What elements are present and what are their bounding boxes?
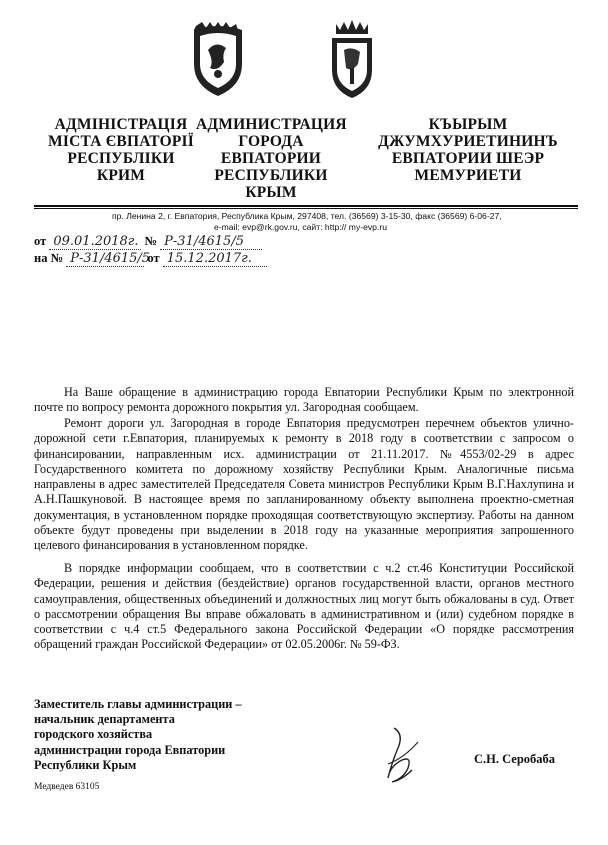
incoming-reference xyxy=(34,251,267,267)
body-paragraph xyxy=(34,385,574,416)
org-name-russian xyxy=(196,116,346,201)
outgoing-number: Р-31/4615/5 xyxy=(160,234,262,250)
org-ua-line: КРИМ xyxy=(96,167,146,184)
org-ua-line: АДМІНІСТРАЦІЯ xyxy=(54,116,188,133)
signer-title-line: начальник департамента xyxy=(34,712,175,727)
address-line: пр. Ленина 2, г. Евпатория, Республика Крым, 297408, тел. (36569) 3-15-30, факс (36569) 6-06-27, xyxy=(112,211,502,221)
signer-title-line: Республики Крым xyxy=(34,757,137,772)
org-ru-line: ЕВПАТОРИИ xyxy=(220,150,322,167)
reply-date: 15.12.2017г. xyxy=(163,251,267,267)
org-ru-line: РЕСПУБЛИКИ xyxy=(214,167,328,184)
body-paragraph xyxy=(34,561,574,653)
reply-label: на № xyxy=(34,251,64,265)
outgoing-reference xyxy=(34,234,262,250)
header-divider-thin xyxy=(34,208,578,209)
org-crh-line: ДЖУМХУРИЕТИНИНЪ xyxy=(378,133,558,150)
header-divider xyxy=(34,205,578,207)
org-name-crimean-tatar xyxy=(358,116,578,184)
reply-from-label: от xyxy=(147,251,160,265)
org-ru-line: ГОРОДА xyxy=(238,133,304,150)
handwritten-signature xyxy=(372,724,432,793)
paragraph-text: Ремонт дороги ул. Загородная в городе Евпатория предусмотрен перечнем объектов улично-дорожной сети г.Евпатория, планируемых к ремонту в 2018 году в соответствии с запросом о финансировании, направленным исх. администрации от 21.11.2017. №4553/02-29 в адрес Государственного комитета по дорожному хозяйству Республики Крым. Аналогичные письма направлены в адрес заместителей Председателя Совета министров Республики Крым В.Г.Нахлупина и А.Н.Пашкуновой. В настоящее время по запланированному объекту выполнена проектно-сметная документация, в установленном порядке проходящая соответствующую экспертизу. Работы на данном объекте будут проведены при выделении в 2018 году на указанные мероприятия запрошенного целевого финансирования в установленном порядке. xyxy=(34,416,574,553)
executor-note: Медведев 63105 xyxy=(34,782,100,792)
org-ru-line: АДМИНИСТРАЦИЯ xyxy=(196,116,347,133)
org-crh-line: МЕМУРИЕТИ xyxy=(414,167,522,184)
signer-title-line: городского хозяйства xyxy=(34,727,153,742)
signer-title-line: администрации города Евпатории xyxy=(34,742,226,757)
evpatoria-coat-of-arms-icon xyxy=(326,20,378,105)
org-ua-line: МІСТА ЄВПАТОРІЇ xyxy=(48,133,194,150)
contact-line: e-mail: evp@rk.gov.ru, сайт: http:// my-evp.ru xyxy=(214,222,387,232)
from-label: от xyxy=(34,234,47,248)
paragraph-text: На Ваше обращение в администрацию города Евпатории Республики Крым по электронной почте по вопросу ремонта дорожного покрытия ул. Загородная сообщаем. xyxy=(34,385,574,415)
paragraph-text: В порядке информации сообщаем, что в соответствии с ч.2 ст.46 Конституции Российской Федерации, решения и действия (бездействие) органов государственной власти, органов местного самоуправления, общественных объединений и должностных лиц могут быть обжалованы в суд. Ответ о рассмотрении обращения Вы вправе обжаловать в административном и (или) судебном порядке в соответствии с ч.4 ст.5 Федерального закона Российской Федерации «О порядке рассмотрения обращений граждан Российской Федерации» от 02.05.2006г. № 59-ФЗ. xyxy=(34,561,574,652)
org-ru-line: КРЫМ xyxy=(245,184,297,201)
org-crh-line: КЪЫРЫМ xyxy=(428,116,508,133)
signer-title-line: Заместитель главы администрации – xyxy=(34,697,242,711)
body-paragraph xyxy=(34,416,574,554)
signer-name: С.Н. Серобаба xyxy=(474,752,556,766)
org-ua-line: РЕСПУБЛІКИ xyxy=(67,150,175,167)
outgoing-date: 09.01.2018г. xyxy=(49,234,141,250)
org-name-ukrainian xyxy=(36,116,206,184)
number-label: № xyxy=(144,234,158,248)
signer-title xyxy=(34,697,242,773)
org-crh-line: ЕВПАТОРИИ ШЕЭР xyxy=(391,150,545,167)
reply-number: Р-31/4615/5 xyxy=(66,251,144,267)
crimea-coat-of-arms-icon xyxy=(186,20,250,105)
